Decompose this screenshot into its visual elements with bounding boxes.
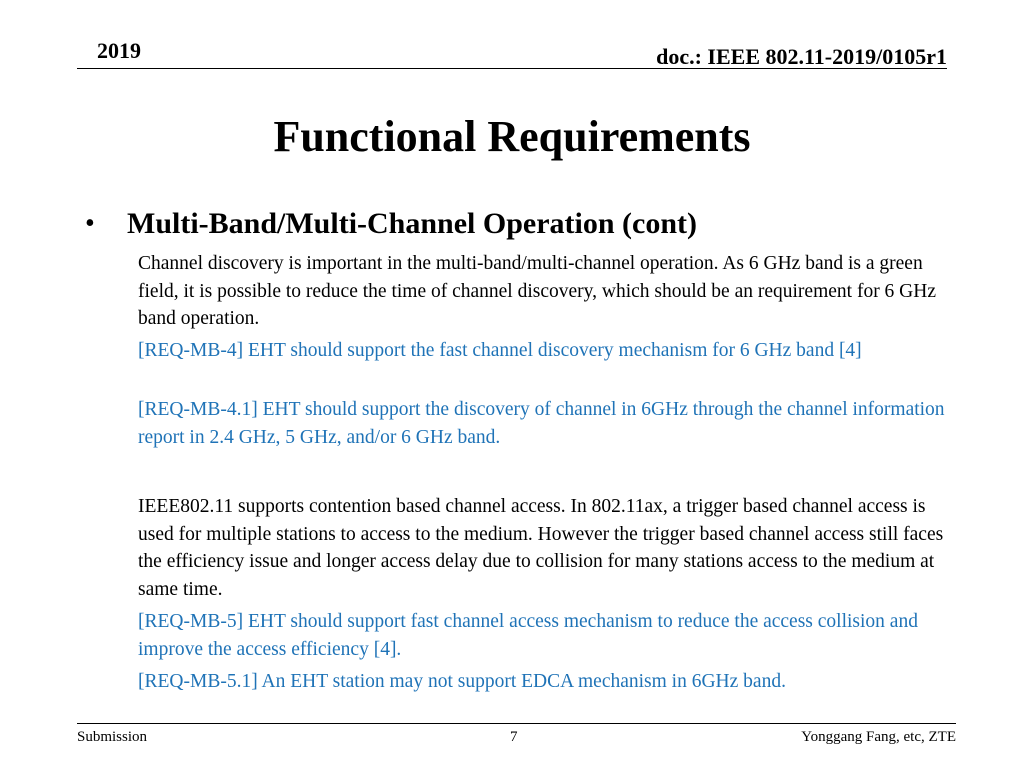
header-divider bbox=[77, 68, 947, 69]
requirement-mb-4: [REQ-MB-4] EHT should support the fast channel discovery mechanism for 6 GHz band [4] bbox=[138, 340, 862, 361]
section-heading: Multi-Band/Multi-Channel Operation (cont) bbox=[127, 207, 698, 240]
footer-author: Yonggang Fang, etc, ZTE bbox=[801, 729, 956, 745]
footer-submission: Submission bbox=[77, 729, 148, 745]
requirement-mb-4-1: [REQ-MB-4.1] EHT should support the discovery of channel in 6GHz through the channel information report in 2.4 GHz, 5 GHz, and/or 6 GHz band. bbox=[138, 399, 945, 448]
header-year: 2019 bbox=[97, 38, 141, 63]
requirement-mb-5: [REQ-MB-5] EHT should support fast channel access mechanism to reduce the access collision and improve the access efficiency [4]. bbox=[138, 611, 918, 660]
footer-page-number: 7 bbox=[510, 729, 518, 745]
paragraph-channel-access: IEEE802.11 supports contention based channel access. In 802.11ax, a trigger based channel access is used for multiple stations to access to the medium. However the trigger based channel access still faces the efficiency issue and longer access delay due to collision for many stations access to the medium at same time. bbox=[138, 496, 944, 600]
header-doc-id: doc.: IEEE 802.11-2019/0105r1 bbox=[656, 44, 947, 69]
bullet-icon: • bbox=[85, 208, 95, 239]
footer-divider bbox=[77, 723, 956, 724]
slide-title: Functional Requirements bbox=[273, 112, 751, 161]
requirement-mb-5-1: [REQ-MB-5.1] An EHT station may not support EDCA mechanism in 6GHz band. bbox=[138, 671, 786, 692]
paragraph-channel-discovery: Channel discovery is important in the multi-band/multi-channel operation. As 6 GHz band is a green field, it is possible to reduce the time of channel discovery, which should be an requirement for 6 GHz band operation. bbox=[138, 253, 937, 329]
